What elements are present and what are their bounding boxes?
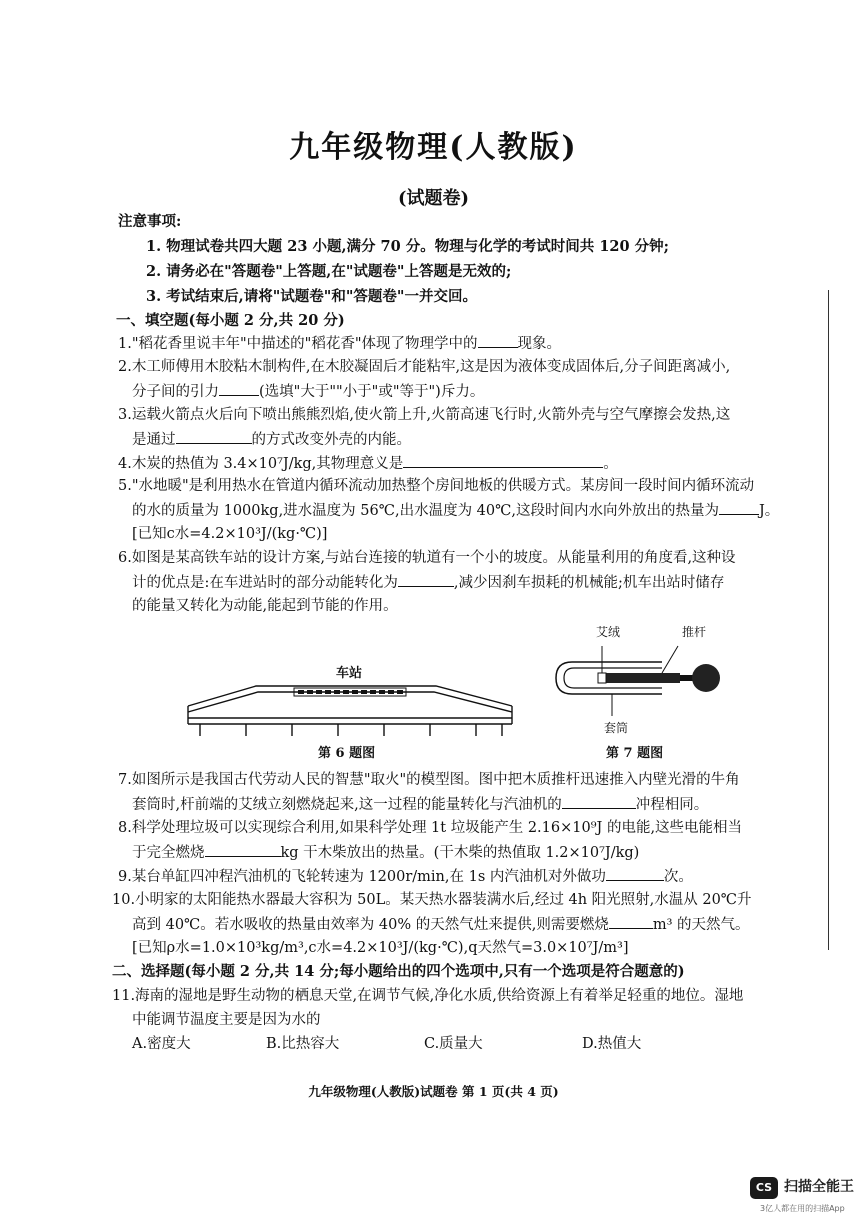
option-a: A.密度大 <box>132 1036 191 1052</box>
answer-blank <box>398 572 454 587</box>
exam-title: 九年级物理(人教版) <box>289 130 578 165</box>
fig7-label-pushrod: 推杆 <box>682 625 707 639</box>
question-5-line3: [已知c水=4.2×10³J/(kg·℃)] <box>132 526 328 542</box>
question-5-line1: 5."水地暖"是利用热水在管道内循环流动加热整个房间地板的供暖方式。某房间一段时间内循环流动 <box>118 478 755 494</box>
question-10-line1: 10.小明家的太阳能热水器最大容积为 50L。某天热水器装满水后,经过 4h 阳光照射,水温从 20℃升 <box>112 892 752 908</box>
question-3-line2: 是通过 的方式改变外壳的内能。 <box>132 429 411 450</box>
question-9: 9.某台单缸四冲程汽油机的飞轮转速为 1200r/min,在 1s 内汽油机对外做功 次。 <box>118 866 693 887</box>
question-10-line3: [已知ρ水=1.0×10³kg/m³,c水=4.2×10³J/(kg·℃),q天然气=3.0×10⁷J/m³] <box>132 940 629 956</box>
question-2-line1: 2.木工师傅用木胶粘木制构件,在木胶凝固后才能粘牢,这是因为液体变成固体后,分子间距离减小, <box>118 359 731 375</box>
answer-blank <box>719 500 759 515</box>
question-5-line2: 的水的质量为 1000kg,进水温度为 56℃,出水温度为 40℃,这段时间内水向外放出的热量为 J。 <box>132 500 779 521</box>
question-8-line2: 于完全燃烧 kg 干木柴放出的热量。(干木柴的热值取 1.2×10⁷J/kg) <box>132 842 639 863</box>
answer-blank <box>176 429 252 444</box>
figure-7-caption: 第 7 题图 <box>606 746 664 761</box>
question-7-line2: 套筒时,杆前端的艾绒立刻燃烧起来,这一过程的能量转化与汽油机的 冲程相同。 <box>132 794 708 815</box>
fig7-label-sleeve: 套筒 <box>604 721 629 735</box>
question-4: 4.木炭的热值为 3.4×10⁷J/kg,其物理意义是 。 <box>118 453 618 474</box>
question-2-line2: 分子间的引力 (选填"大于""小于"或"等于")斥力。 <box>132 381 484 402</box>
station-label: 车站 <box>336 666 363 681</box>
note-item: 1. 物理试卷共四大题 23 小题,满分 70 分。物理与化学的考试时间共 120 分钟; <box>146 238 669 255</box>
question-7-line1: 7.如图所示是我国古代劳动人民的智慧"取火"的模型图。图中把木质推杆迅速推入内壁光滑的牛角 <box>118 772 740 788</box>
option-d: D.热值大 <box>582 1036 642 1052</box>
question-11-line2: 中能调节温度主要是因为水的 <box>132 1012 321 1028</box>
question-10-line2: 高到 40℃。若水吸收的热量由效率为 40% 的天然气灶来提供,则需要燃烧 m³ 的天然气。 <box>132 914 750 935</box>
question-6-line3: 的能量又转化为动能,能起到节能的作用。 <box>132 598 398 614</box>
note-item: 3. 考试结束后,请将"试题卷"和"答题卷"一并交回。 <box>146 288 477 305</box>
answer-blank <box>403 453 603 468</box>
page-footer: 九年级物理(人教版)试题卷 第 1 页(共 4 页) <box>308 1084 559 1099</box>
figure-6-caption: 第 6 题图 <box>318 746 376 761</box>
section2-heading: 二、选择题(每小题 2 分,共 14 分;每小题给出的四个选项中,只有一个选项是符合题意的) <box>112 963 685 980</box>
fig7-label-moxa: 艾绒 <box>596 625 621 639</box>
scanner-app-name: 扫描全能王 <box>784 1179 854 1195</box>
answer-blank <box>478 333 518 348</box>
fire-piston-figure <box>552 642 728 722</box>
scan-edge-line <box>828 290 829 950</box>
scanner-logo-icon: CS <box>750 1177 778 1199</box>
answer-blank <box>606 866 664 881</box>
answer-blank <box>609 914 653 929</box>
question-8-line1: 8.科学处理垃圾可以实现综合利用,如果科学处理 1t 垃圾能产生 2.16×10⁹J 的电能,这些电能相当 <box>118 820 743 836</box>
section1-heading: 一、填空题(每小题 2 分,共 20 分) <box>116 312 345 329</box>
scanner-tagline: 3亿人都在用的扫描App <box>760 1204 845 1213</box>
answer-blank <box>219 381 259 396</box>
answer-blank <box>205 842 281 857</box>
question-1: 1."稻花香里说丰年"中描述的"稻花香"体现了物理学中的 现象。 <box>118 333 561 354</box>
answer-blank <box>562 794 636 809</box>
exam-subtitle: (试题卷) <box>397 188 470 209</box>
question-6-line1: 6.如图是某高铁车站的设计方案,与站台连接的轨道有一个小的坡度。从能量利用的角度看,这种设 <box>118 550 736 566</box>
question-11-line1: 11.海南的湿地是野生动物的栖息天堂,在调节气候,净化水质,供给资源上有着举足轻重的地位。湿地 <box>112 988 744 1004</box>
question-6-line2: 计的优点是:在车进站时的部分动能转化为 ,减少因刹车损耗的机械能;机车出站时储存 <box>132 572 724 593</box>
option-c: C.质量大 <box>424 1036 483 1052</box>
question-3-line1: 3.运载火箭点火后向下喷出熊熊烈焰,使火箭上升,火箭高速飞行时,火箭外壳与空气摩擦会发热,这 <box>118 407 731 423</box>
note-item: 2. 请务必在"答题卷"上答题,在"试题卷"上答题是无效的; <box>146 263 512 280</box>
notes-heading: 注意事项: <box>118 213 182 230</box>
option-b: B.比热容大 <box>266 1036 340 1052</box>
